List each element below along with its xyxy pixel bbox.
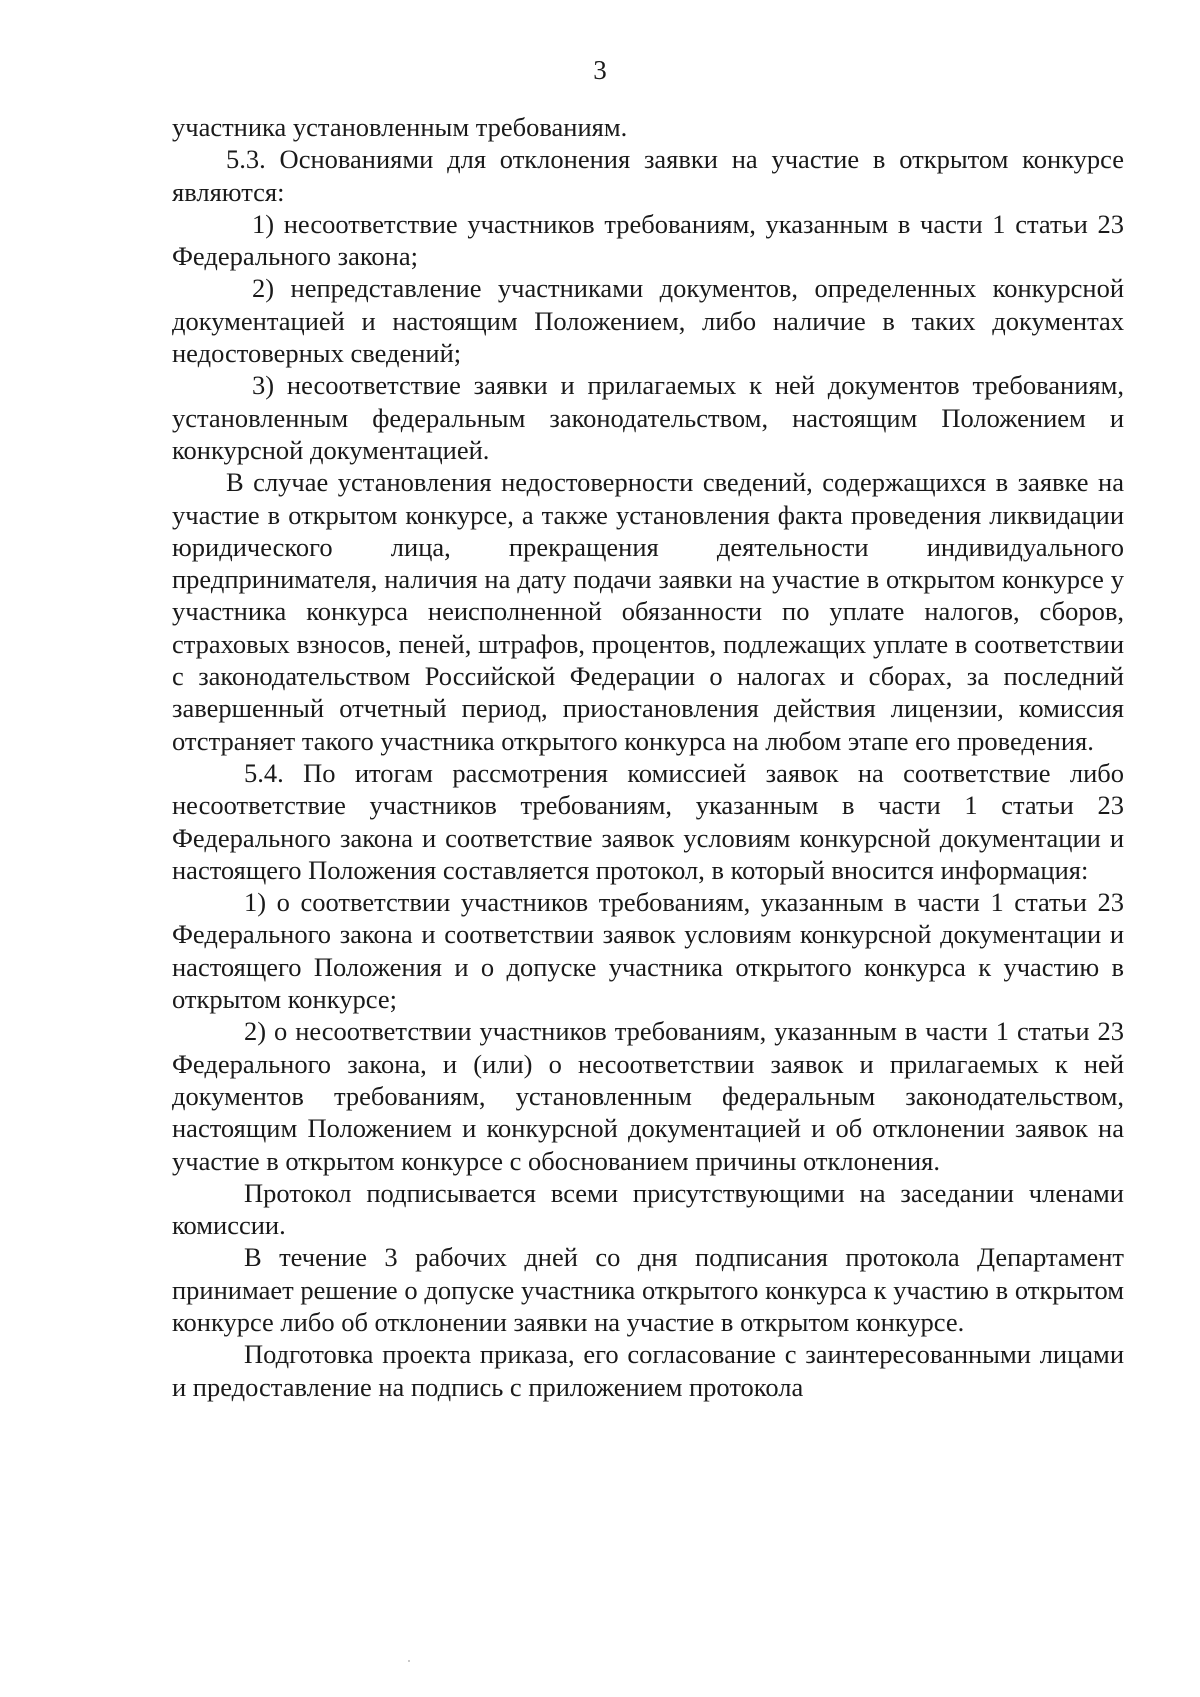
- paragraph-order-preparation: Подготовка проекта приказа, его согласование с заинтересованными лицами и предоставление на подпись с приложением протокола: [172, 1339, 1124, 1402]
- list-item-5-3-2: 2) непредставление участниками документов, определенных конкурсной документацией и настоящим Положением, либо наличие в таких документах недостоверных сведений;: [172, 273, 1124, 369]
- paragraph-5-4: 5.4. По итогам рассмотрения комиссией заявок на соответствие либо несоответствие участников требованиям, указанным в части 1 статьи 23 Федерального закона и соответствие заявок условиям конкурсной документации и настоящего Положения составляется протокол, в который вносится информация:: [172, 757, 1124, 885]
- paragraph-5-3: 5.3. Основаниями для отклонения заявки на участие в открытом конкурсе являются:: [172, 144, 1124, 207]
- scan-speck: [408, 1660, 410, 1662]
- paragraph-protocol-signing: Протокол подписывается всеми присутствующими на заседании членами комиссии.: [172, 1177, 1124, 1241]
- page-number: 3: [593, 55, 607, 85]
- list-item-5-3-1: 1) несоответствие участников требованиям, указанным в части 1 статьи 23 Федерального закона;: [172, 208, 1124, 272]
- list-item-5-4-2: 2) о несоответствии участников требованиям, указанным в части 1 статьи 23 Федерального закона, и (или) о несоответствии заявок и прилагаемых к ней документов требованиям, установленным федеральным законодательством, настоящим Положением и конкурсной документацией и об отклонении заявок на участие в открытом конкурсе с обоснованием причины отклонения.: [172, 1016, 1124, 1176]
- paragraph-decision-term: В течение 3 рабочих дней со дня подписания протокола Департамент принимает решение о допуске участника открытого конкурса к участию в открытом конкурсе либо об отклонении заявки на участие в открытом конкурсе.: [172, 1242, 1124, 1337]
- list-item-5-4-1: 1) о соответствии участников требованиям, указанным в части 1 статьи 23 Федерального закона и соответствии заявок условиям конкурсной документации и настоящего Положения и о допуске участника открытого конкурса к участию в открытом конкурсе;: [172, 887, 1124, 1015]
- paragraph-exclusion: В случае установления недостоверности сведений, содержащихся в заявке на участие в открытом конкурсе, а также установления факта проведения ликвидации юридического лица, прекращения деятельности индивидуального предпринимателя, наличия на дату подачи заявки на участие в открытом конкурсе у участника конкурса неисполненной обязанности по уплате налогов, сборов, страховых взносов, пеней, штрафов, процентов, подлежащих уплате в соответствии с законодательством Российской Федерации о налогах и сборах, за последний завершенный отчетный период, приостановления действия лицензии, комиссия отстраняет такого участника открытого конкурса на любом этапе его проведения.: [172, 467, 1124, 756]
- list-item-5-3-3: 3) несоответствие заявки и прилагаемых к ней документов требованиям, установленным федеральным законодательством, настоящим Положением и конкурсной документацией.: [172, 370, 1124, 465]
- document-body: [172, 111, 1124, 1403]
- paragraph-continuation: участника установленным требованиям.: [172, 112, 628, 142]
